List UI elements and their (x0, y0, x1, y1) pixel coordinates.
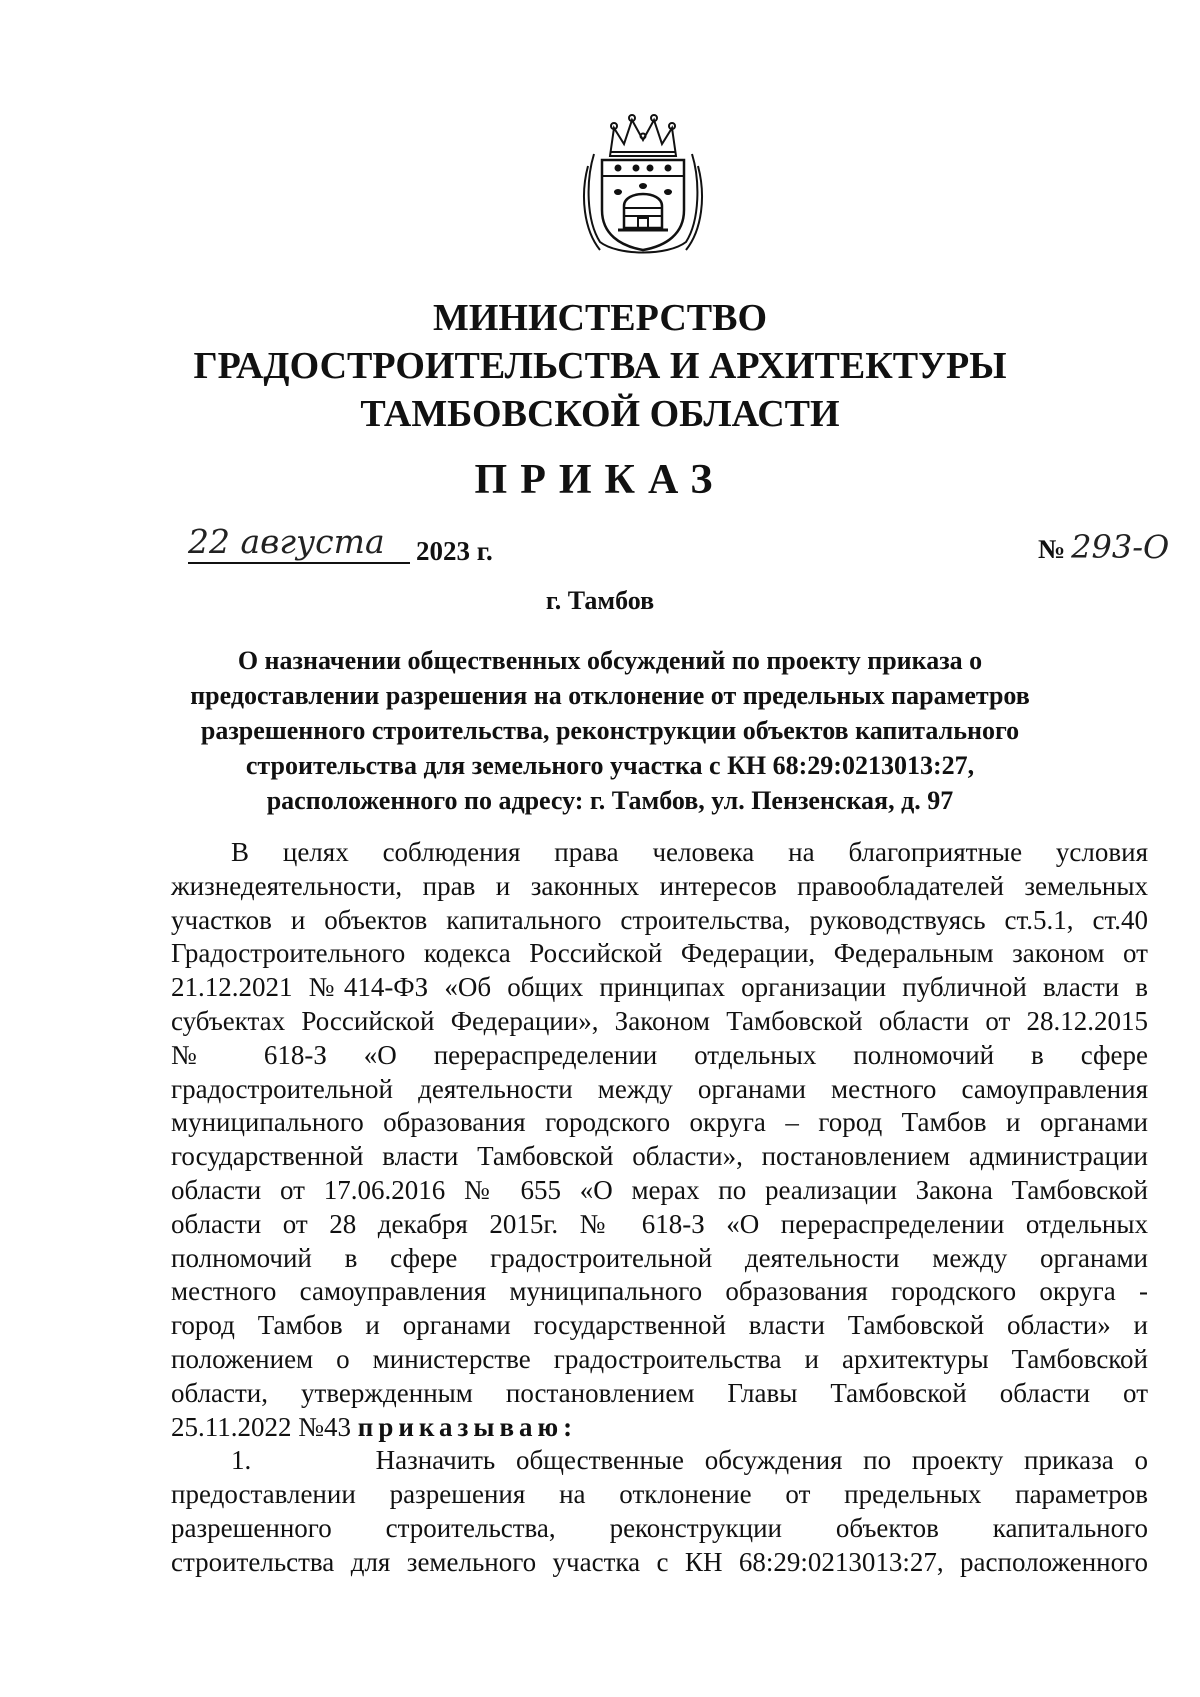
number-sign: № (1038, 534, 1066, 564)
body-line: положением о министерстве градостроительства и архитектуры Тамбовской (171, 1343, 1148, 1374)
body-line: государственной власти Тамбовской области», постановлением администрации (171, 1141, 1148, 1172)
body-line: В целях соблюдения права человека на благоприятные условия (231, 837, 1148, 867)
body-line: области, утвержденным постановлением Главы Тамбовской области от (171, 1377, 1148, 1408)
subject-line: О назначении общественных обсуждений по проекту приказа о (237, 646, 983, 675)
body-line: Градостроительного кодекса Российской Федерации, Федеральным законом от (171, 938, 1148, 969)
order-date (188, 522, 528, 572)
body-line-final (171, 1411, 1148, 1445)
body-line: № 618-З «О перераспределении отдельных полномочий в сфере (171, 1039, 1148, 1070)
decree-basis: 25.11.2022 №43 (171, 1411, 358, 1442)
body-line: местного самоуправления муниципального образования городского округа - (171, 1276, 1148, 1307)
organization-line-2: ГРАДОСТРОИТЕЛЬСТВА И АРХИТЕКТУРЫ (193, 345, 1007, 387)
body-line: градостроительной деятельности между органами местного самоуправления (171, 1073, 1148, 1104)
item-1-line: разрешенного строительства, реконструкции объектов капитального (171, 1512, 1148, 1543)
date-underline (188, 562, 410, 564)
body-line: полномочий в сфере градостроительной деятельности между органами (171, 1242, 1148, 1273)
order-number (1038, 528, 1169, 566)
item-1-line: 1. Назначить общественные обсуждения по проекту приказа о (231, 1445, 1148, 1476)
body-line: субъектах Российской Федерации», Законом Тамбовской области от 28.12.2015 (171, 1005, 1148, 1036)
item-1-line: предоставлении разрешения на отклонение от предельных параметров (171, 1479, 1148, 1510)
body-line: участков и объектов капитального строительства, руководствуясь ст.5.1, ст.40 (171, 904, 1148, 935)
organization-line-1: МИНИСТЕРСТВО (432, 297, 768, 339)
body-line: жизнедеятельности, прав и законных интересов правообладателей земельных (171, 870, 1148, 901)
date-year: 2023 г. (416, 536, 493, 566)
handwritten-number: 293-О (1071, 528, 1170, 566)
handwritten-date: 22 августа (188, 522, 385, 561)
body-line: области от 17.06.2016 № 655 «О мерах по реализации Закона Тамбовской (171, 1174, 1148, 1205)
body-line: город Тамбов и органами государственной власти Тамбовской области» и (171, 1310, 1148, 1341)
document-type-title: ПРИКАЗ (474, 457, 726, 503)
organization-header (0, 294, 1200, 438)
order-subject (150, 643, 1070, 818)
subject-line: разрешенного строительства, реконструкции объектов капитального (200, 716, 1020, 745)
body-line: области от 28 декабря 2015г. № 618-З «О перераспределении отдельных (171, 1208, 1148, 1239)
subject-line: предоставлении разрешения на отклонение от предельных параметров (190, 681, 1030, 710)
body-line: муниципального образования городского округа – город Тамбов и органами (171, 1107, 1148, 1138)
tambov-coat-of-arms-emblem (578, 110, 708, 260)
body-line: 21.12.2021 №414-ФЗ «Об общих принципах организации публичной власти в (171, 972, 1148, 1003)
order-body (171, 836, 1148, 1580)
organization-line-3: ТАМБОВСКОЙ ОБЛАСТИ (360, 393, 840, 435)
city: г. Тамбов (545, 586, 655, 615)
decree-word: приказываю: (357, 1411, 578, 1442)
item-1-line: строительства для земельного участка с КН 68:29:0213013:27, расположенного (171, 1546, 1148, 1577)
subject-line: расположенного по адресу: г. Тамбов, ул. Пензенская, д. 97 (266, 786, 954, 815)
subject-line: строительства для земельного участка с КН 68:29:0213013:27, (245, 751, 975, 780)
